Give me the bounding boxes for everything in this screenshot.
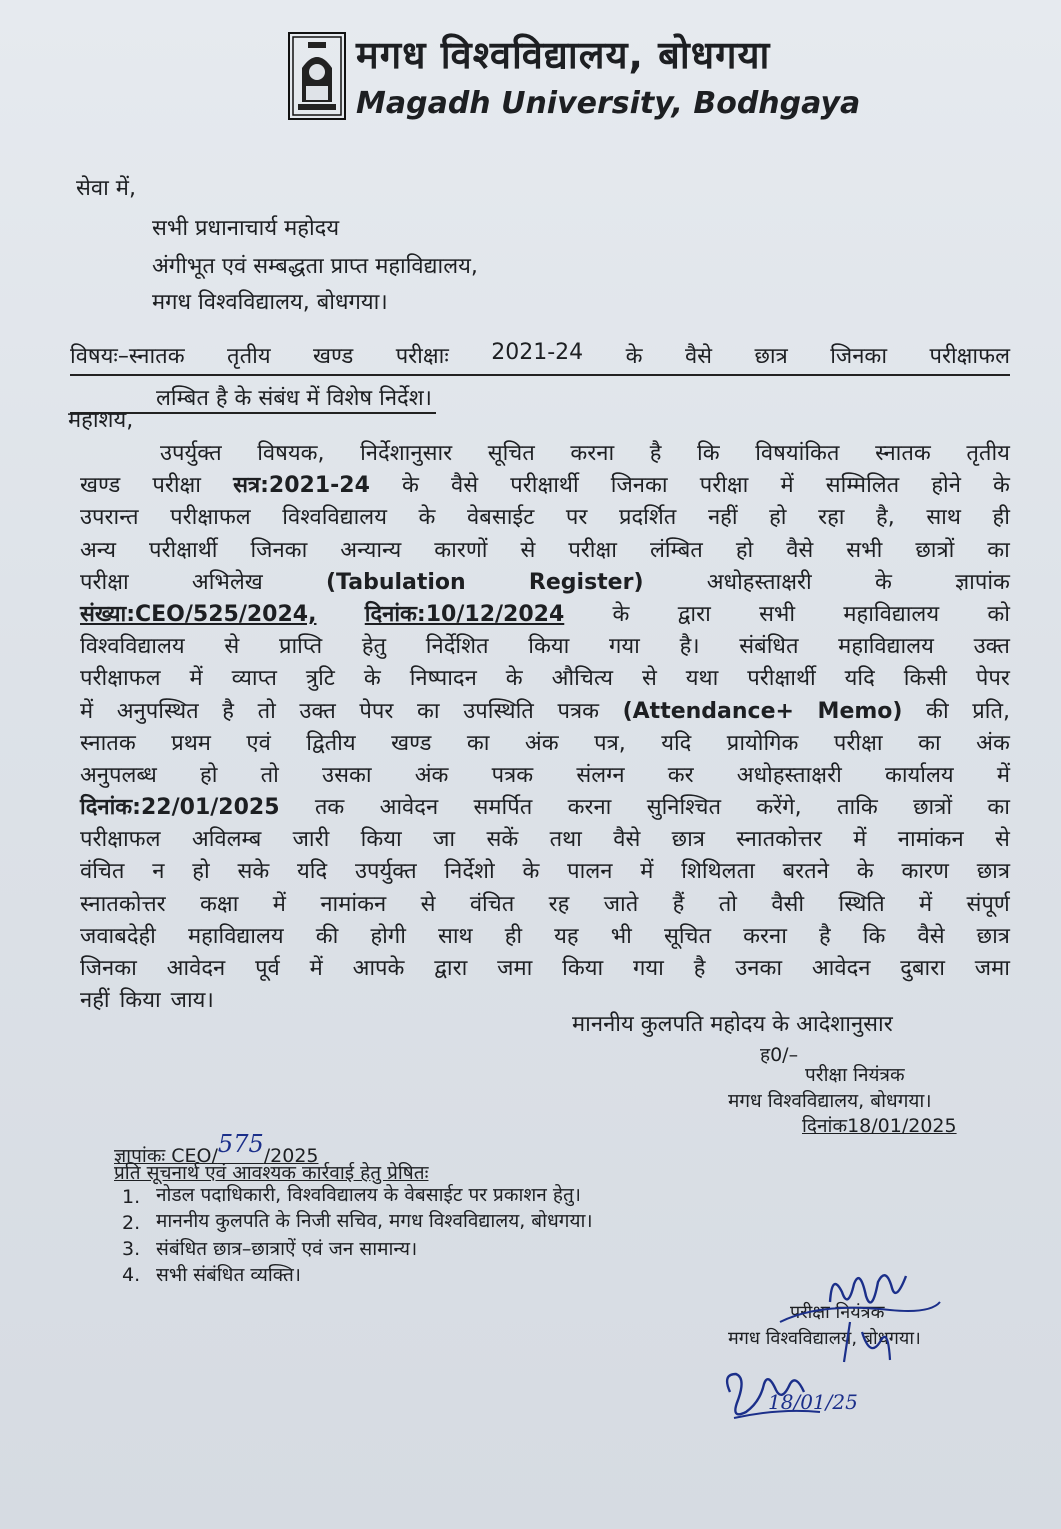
body-word: निर्देशो: [444, 859, 495, 885]
copy-item-4: सभी संबंधित व्यक्ति।: [156, 1264, 301, 1286]
body-word: किसी: [903, 666, 947, 692]
body-word: तो: [718, 891, 737, 917]
body-word: कक्षा: [200, 891, 239, 917]
body-word: जमा: [974, 956, 1010, 981]
body-word: छात्र: [976, 923, 1010, 949]
address-line-2: अंगीभूत एवं सम्बद्धता प्राप्त महाविद्यालय,: [152, 254, 478, 279]
body-line: [80, 856, 1010, 888]
body-word: उपस्थिति: [463, 698, 534, 724]
body-word: से: [995, 827, 1010, 853]
body-word: अनुपस्थित: [116, 698, 199, 724]
body-word: संपूर्ण: [966, 891, 1010, 917]
body-word: अभिलेख: [191, 569, 263, 595]
body-word: नामांकन: [897, 827, 964, 853]
copy-item-number-3: 3.: [122, 1238, 141, 1260]
body-word: परीक्षाफल: [80, 666, 161, 692]
body-word: निर्देशानुसार: [360, 441, 453, 466]
body-word: है: [222, 698, 234, 724]
body-word: शिथिलता: [681, 859, 755, 885]
body-word: तो: [257, 698, 276, 724]
body-word: आवेदन: [379, 795, 439, 821]
body-word: ही: [992, 505, 1010, 531]
copy-item-number-2: 2.: [122, 1212, 141, 1234]
body-word: स्नातक: [80, 730, 136, 756]
address-line-3: मगध विश्वविद्यालय, बोधगया।: [152, 290, 388, 315]
body-line: [80, 792, 1010, 824]
body-word: आवेदन: [166, 956, 226, 981]
body-word: के: [874, 569, 892, 595]
body-word: तृतीय: [966, 441, 1010, 466]
body-word: की: [926, 698, 949, 724]
body-word: हैं: [672, 891, 685, 917]
body-word: हो: [735, 537, 754, 563]
body-line: [80, 631, 1010, 663]
order-line: माननीय कुलपति महोदय के आदेशानुसार: [572, 1012, 893, 1037]
body-word: जाय।: [170, 988, 214, 1014]
body-word: खण्ड: [391, 730, 432, 756]
body-word: में: [996, 762, 1010, 788]
handwritten-date: 18/01/25: [768, 1390, 858, 1414]
body-word: जिनका: [610, 473, 668, 499]
body-word: वंचित: [469, 891, 515, 917]
body-word: परीक्षाफल: [80, 827, 161, 853]
body-word: नहीं: [80, 988, 110, 1014]
body-word: का: [987, 795, 1010, 821]
body-word: सम्मिलित: [825, 473, 900, 499]
body-word: साथ: [437, 923, 473, 949]
body-word: का: [416, 698, 440, 724]
memo-prefix: ज्ञापांकः CEO/: [114, 1145, 218, 1167]
address-to: सेवा में,: [76, 176, 136, 201]
body-word: अनुपलब्ध: [80, 762, 157, 788]
body-word: महाविद्यालय: [187, 923, 284, 949]
body-word: करना: [567, 795, 612, 821]
body-word: का: [918, 730, 941, 756]
body-word: के: [856, 859, 874, 885]
body-word: जमा: [497, 956, 533, 981]
subject-word: जिनका: [830, 344, 888, 369]
body-word: उपरान्त: [80, 505, 139, 531]
body-word: संबंधित: [739, 634, 799, 660]
subject-line-2: लम्बित है के संबंध में विशेष निर्देश।: [70, 382, 436, 414]
body-word: जाते: [603, 891, 639, 917]
body-word: है।: [679, 634, 700, 660]
body-word: को: [987, 601, 1010, 627]
body-word: खण्ड: [80, 473, 121, 499]
body-word: अधोहस्ताक्षरी: [736, 762, 842, 788]
body-word: एवं: [246, 730, 271, 756]
body-word: है,: [876, 505, 895, 531]
body-word: के: [993, 473, 1010, 499]
body-word: वैसे: [786, 537, 814, 563]
body-word: कि: [862, 923, 886, 949]
body-word: ताकि: [836, 795, 878, 821]
body-word: वैसे: [451, 473, 479, 499]
body-word: प्रायोगिक: [726, 730, 799, 756]
body-line: [80, 824, 1010, 856]
body-word: दिनांक:10/12/2024: [364, 601, 565, 627]
body-word: गया: [609, 634, 640, 660]
body-word: का: [466, 730, 490, 756]
body-word: निष्पादन: [409, 666, 477, 692]
body-line: [80, 728, 1010, 760]
body-word: सूचित: [663, 923, 712, 949]
body-word: परीक्षा: [568, 537, 617, 563]
body-word: कि: [697, 441, 720, 466]
copy-item-number-4: 4.: [122, 1264, 141, 1286]
subject-line-1: [70, 340, 1010, 376]
body-word: यदि: [844, 666, 875, 692]
body-word: विषयक,: [257, 441, 325, 466]
body-word: है: [649, 441, 662, 466]
body-word: करना: [743, 923, 787, 949]
signatory-office: मगध विश्वविद्यालय, बोधगया।: [728, 1090, 932, 1112]
body-word: पत्रक: [491, 762, 534, 788]
body-word: अंक: [414, 762, 449, 788]
body-word: है: [819, 923, 831, 949]
body-word: में: [80, 698, 94, 724]
body-word: जिनका: [250, 537, 308, 563]
body-word: कारणों: [434, 537, 488, 563]
body-word: अंक: [976, 730, 1010, 756]
body-word: निर्देशित: [425, 634, 489, 660]
body-line: [80, 535, 1010, 567]
body-word: में: [309, 956, 323, 981]
body-word: यदि: [297, 859, 328, 885]
body-word: हो: [769, 505, 787, 531]
body-word: वैसे: [613, 827, 641, 853]
body-line: [80, 953, 1010, 985]
body-word: में: [640, 859, 654, 885]
body-word: कर: [667, 762, 694, 788]
body-word: उपर्युक्त: [354, 859, 417, 885]
body-word: छात्रों: [913, 795, 953, 821]
signatory2-office: मगध विश्वविद्यालय, बोधगया।: [728, 1328, 921, 1349]
body-word: में: [853, 827, 867, 853]
body-word: द्वितीय: [306, 730, 356, 756]
copy-item-number-1: 1.: [122, 1186, 141, 1208]
body-word: स्थिति: [838, 891, 885, 917]
body-word: करना: [570, 441, 615, 466]
body-word: (Attendance+: [622, 698, 794, 724]
body-word: सभी: [759, 601, 796, 627]
subject: [70, 340, 1010, 414]
body-word: है: [693, 956, 706, 981]
copy-item-3: संबंधित छात्र–छात्राऐं एवं जन सामान्य।: [156, 1238, 418, 1260]
body-word: के: [612, 601, 630, 627]
subject-word: 2021-24: [491, 340, 584, 365]
body-word: होगी: [370, 923, 406, 949]
copy-heading: प्रति सूचनार्थ एवं आवश्यक कार्रवाई हेतु प्रेषितः: [114, 1162, 429, 1184]
body-word: विश्वविद्यालय: [282, 505, 387, 531]
body-word: किया: [562, 956, 604, 981]
body-line: [80, 502, 1010, 534]
body-line: [80, 438, 1010, 470]
body-word: से: [641, 666, 657, 692]
body-line: [80, 663, 1010, 695]
body-word: छात्रों: [915, 537, 955, 563]
body-word: प्रथम: [171, 730, 211, 756]
body-word: महाविद्यालय: [838, 634, 934, 660]
body-word: भी: [610, 923, 632, 949]
body-word: के: [363, 666, 381, 692]
body-word: रहा: [818, 505, 845, 531]
body-word: कार्यालय: [884, 762, 954, 788]
body-word: बरतने: [782, 859, 829, 885]
body-word: तो: [260, 762, 279, 788]
body-word: (Tabulation: [326, 569, 466, 595]
copy-item-1: नोडल पदाधिकारी, विश्वविद्यालय के वेबसाईट पर प्रकाशन हेतु।: [156, 1184, 581, 1206]
body-word: त्रुटि: [305, 666, 335, 692]
body-word: किया: [360, 827, 402, 853]
body-word: अधोहस्ताक्षरी: [706, 569, 812, 595]
body-word: सत्र:2021-24: [233, 473, 370, 499]
subject-word: खण्ड: [313, 344, 354, 369]
body-word: पालन: [567, 859, 613, 885]
body-word: के: [418, 505, 436, 531]
body-word: जारी: [292, 827, 330, 853]
body-paragraph: [80, 438, 1010, 1017]
body-word: महाविद्यालय: [843, 601, 940, 627]
body-word: छात्र: [976, 859, 1010, 885]
body-word: हो: [200, 762, 218, 788]
body-word: उसका: [322, 762, 372, 788]
body-word: तथा: [549, 827, 582, 853]
body-word: पूर्व: [255, 956, 280, 981]
body-line: [80, 921, 1010, 953]
greeting: महाशय,: [68, 408, 134, 433]
university-emblem-icon: [288, 32, 346, 120]
body-word: वैसी: [771, 891, 805, 917]
body-word: विषयांकित: [755, 441, 840, 466]
body-word: गया: [633, 956, 664, 981]
letter-date: दिनांक18/01/2025: [802, 1115, 957, 1137]
body-word: परीक्षा: [699, 473, 749, 499]
signatory2-designation: परीक्षा नियंत्रक: [790, 1302, 885, 1323]
subject-word: परीक्षाः: [395, 344, 449, 369]
body-word: कारण: [901, 859, 949, 885]
body-word: की: [315, 923, 339, 949]
body-word: संलग्न: [576, 762, 625, 788]
letterhead: [288, 28, 861, 128]
body-word: ज्ञापांक: [955, 569, 1010, 595]
body-word: वेबसाईट: [467, 505, 535, 531]
subject-word: विषयः–स्नातक: [70, 344, 185, 369]
body-word: संख्या:CEO/525/2024,: [80, 601, 317, 627]
body-word: Memo): [817, 698, 903, 724]
body-word: में: [189, 666, 203, 692]
copy-item-2: माननीय कुलपति के निजी सचिव, मगध विश्वविद्यालय, बोधगया।: [156, 1210, 593, 1232]
body-word: समर्पित: [473, 795, 533, 821]
body-word: व्याप्त: [231, 666, 277, 692]
body-word: सुनिश्चित: [646, 795, 722, 821]
body-word: विश्वविद्यालय: [80, 634, 185, 660]
body-line: [80, 599, 1010, 631]
body-word: Register): [528, 569, 644, 595]
body-word: उक्त: [973, 634, 1010, 660]
body-word: यह: [554, 923, 579, 949]
body-word: पत्र,: [594, 730, 626, 756]
body-word: स्नातक: [875, 441, 931, 466]
body-word: के: [402, 473, 419, 499]
body-word: अविलम्ब: [191, 827, 262, 853]
body-word: वैसे: [917, 923, 945, 949]
body-word: तक: [314, 795, 345, 821]
body-word: सके: [237, 859, 270, 885]
body-word: ही: [504, 923, 523, 949]
body-word: के: [522, 859, 540, 885]
body-word: से: [420, 891, 436, 917]
body-word: साथ: [926, 505, 961, 531]
body-word: प्रदर्शित: [618, 505, 677, 531]
handwritten-signature: [720, 1262, 1000, 1442]
body-word: जा: [433, 827, 456, 853]
body-word: के: [505, 666, 523, 692]
body-word: वंचित: [80, 859, 125, 885]
body-word: किया: [528, 634, 570, 660]
body-word: पेपर: [359, 698, 394, 724]
body-word: सभी: [846, 537, 883, 563]
body-line: [80, 470, 1010, 502]
body-word: द्वारा: [677, 601, 711, 627]
body-line: [80, 696, 1010, 728]
university-name-hindi: मगध विश्वविद्यालय, बोधगया: [356, 33, 771, 77]
body-word: में: [272, 891, 286, 917]
address-line-1: सभी प्रधानाचार्य महोदय: [152, 216, 340, 241]
body-word: आपके: [352, 956, 405, 981]
body-word: करेंगे,: [756, 795, 802, 821]
body-word: अंक: [524, 730, 559, 756]
body-word: किया: [119, 988, 161, 1014]
memo-suffix: /2025: [263, 1145, 319, 1167]
body-word: पत्रक: [557, 698, 599, 724]
body-word: पेपर: [975, 666, 1010, 692]
body-word: जवाबदेही: [80, 923, 156, 949]
body-word: पर: [565, 505, 588, 531]
body-word: परीक्षार्थी: [510, 473, 579, 499]
body-word: द्वारा: [434, 956, 468, 981]
body-word: सकें: [486, 827, 519, 853]
body-word: उपर्युक्त: [160, 441, 222, 466]
body-word: प्रति,: [972, 698, 1010, 724]
subject-word: छात्र: [754, 344, 788, 369]
body-word: अन्य: [80, 537, 117, 563]
body-word: यथा: [685, 666, 719, 692]
body-word: हो: [192, 859, 210, 885]
body-word: उनका: [735, 956, 783, 981]
body-word: परीक्षार्थी: [747, 666, 816, 692]
body-word: परीक्षाफल: [170, 505, 251, 531]
body-word: परीक्षा: [833, 730, 883, 756]
sd-mark: ह0/–: [760, 1044, 799, 1066]
subject-word: तृतीय: [227, 344, 271, 369]
subject-word: परीक्षाफल: [929, 344, 1010, 369]
body-line: [80, 567, 1010, 599]
body-word: रह: [548, 891, 570, 917]
body-line: [80, 889, 1010, 921]
body-word: में: [919, 891, 933, 917]
body-word: परीक्षार्थी: [149, 537, 218, 563]
body-word: परीक्षा: [80, 569, 129, 595]
body-word: नामांकन: [320, 891, 387, 917]
body-word: से: [224, 634, 240, 660]
signatory-designation: परीक्षा नियंत्रक: [805, 1064, 905, 1086]
body-word: स्नातकोत्तर: [80, 891, 166, 917]
body-word: लंम्बित: [649, 537, 703, 563]
body-line: [80, 760, 1010, 792]
body-word: नहीं: [707, 505, 738, 531]
body-word: होने: [931, 473, 961, 499]
body-word: यदि: [661, 730, 692, 756]
body-word: दुबारा: [900, 956, 945, 981]
body-word: छात्र: [671, 827, 705, 853]
body-word: उक्त: [299, 698, 336, 724]
body-word: औचित्य: [551, 666, 613, 692]
body-word: आवेदन: [811, 956, 871, 981]
body-word: से: [520, 537, 536, 563]
body-word: जिनका: [80, 956, 137, 981]
subject-word: वैसे: [684, 344, 713, 369]
body-word: हेतु: [361, 634, 387, 660]
body-word: न: [152, 859, 165, 885]
body-word: का: [987, 537, 1010, 563]
body-word: परीक्षा: [152, 473, 201, 499]
body-word: सूचित: [487, 441, 535, 466]
university-name-english: Magadh University, Bodhgaya: [356, 86, 861, 121]
body-word: में: [780, 473, 794, 499]
subject-word: के: [625, 344, 643, 369]
body-word: अन्यान्य: [340, 537, 402, 563]
body-word: प्राप्ति: [278, 634, 323, 660]
memo-handwritten-number: 575: [217, 1130, 264, 1158]
body-word: स्नातकोत्तर: [736, 827, 822, 853]
body-word: दिनांक:22/01/2025: [80, 795, 280, 821]
